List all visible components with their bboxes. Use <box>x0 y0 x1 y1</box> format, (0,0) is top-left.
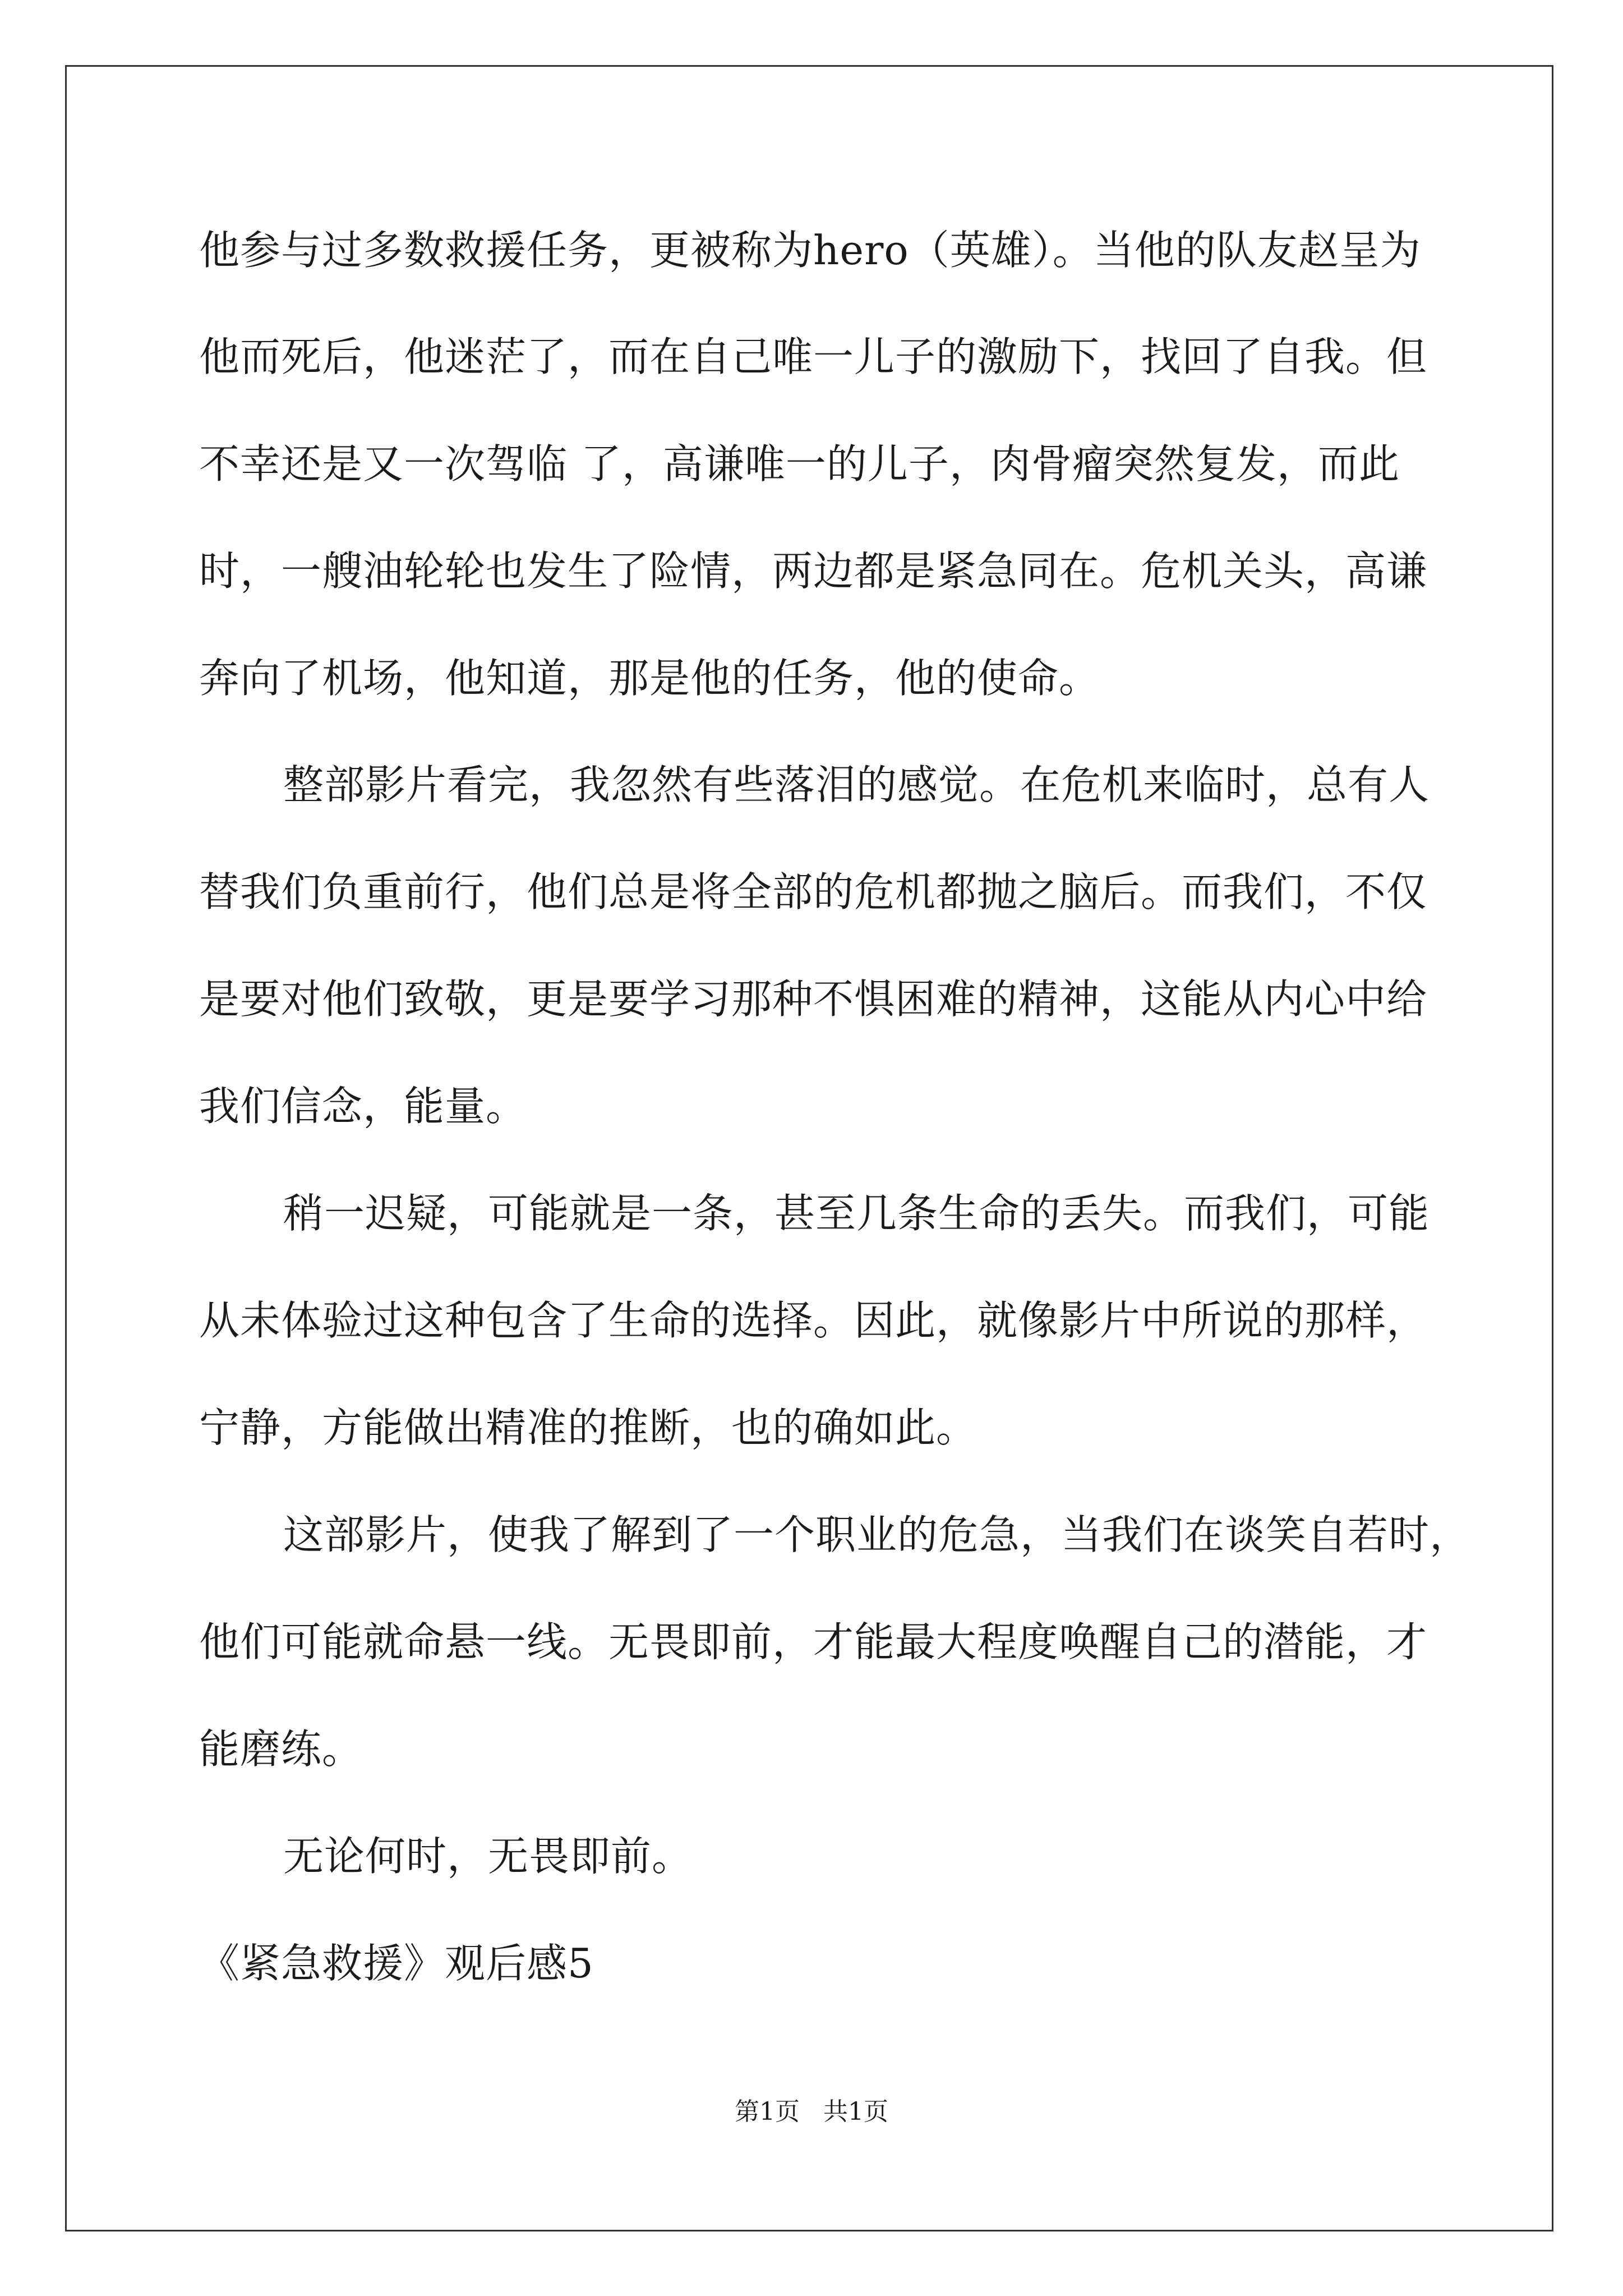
paragraph-line: 我们信念，能量。 <box>199 1083 527 1130</box>
page-footer: 第1页 共1页 <box>735 2097 888 2126</box>
paragraph-line: 这部影片，使我了解到了一个职业的危急，当我们在谈笑自若时， <box>283 1511 1471 1558</box>
paragraph-line: 宁静，方能做出精准的推断，也的确如此。 <box>199 1404 978 1451</box>
paragraph-line: 他而死后，他迷茫了，而在自己唯一儿子的激励下，找回了自我。但 <box>199 333 1428 380</box>
paragraph-line: 能磨练。 <box>199 1726 363 1773</box>
paragraph-line: 无论何时，无畏即前。 <box>283 1833 693 1880</box>
paragraph-line: 奔向了机场，他知道，那是他的任务，他的使命。 <box>199 655 1100 702</box>
paragraph-line: 替我们负重前行，他们总是将全部的危机都抛之脑后。而我们，不仅 <box>199 868 1428 915</box>
paragraph-line: 他参与过多数救援任务，更被称为hero（英雄）。当他的队友赵呈为 <box>199 227 1421 274</box>
paragraph-line: 从未体验过这种包含了生命的选择。因此，就像影片中所说的那样， <box>199 1297 1428 1344</box>
paragraph-line: 不幸还是又一次驾临 了，高谦唯一的儿子，肉骨瘤突然复发，而此 <box>199 440 1400 487</box>
paragraph-line: 时，一艘油轮轮也发生了险情，两边都是紧急同在。危机关头，高谦 <box>199 547 1428 595</box>
paragraph-line: 整部影片看完，我忽然有些落泪的感觉。在危机来临时，总有人 <box>283 761 1430 808</box>
section-heading: 《紧急救援》观后感5 <box>199 1940 594 1987</box>
paragraph-line: 是要对他们致敬，更是要学习那种不惧困难的精神，这能从内心中给 <box>199 976 1428 1023</box>
page-border <box>65 65 1553 2231</box>
paragraph-line: 他们可能就命悬一线。无畏即前，才能最大程度唤醒自己的潜能，才 <box>199 1618 1428 1665</box>
paragraph-line: 稍一迟疑，可能就是一条，甚至几条生命的丢失。而我们，可能 <box>283 1190 1430 1237</box>
